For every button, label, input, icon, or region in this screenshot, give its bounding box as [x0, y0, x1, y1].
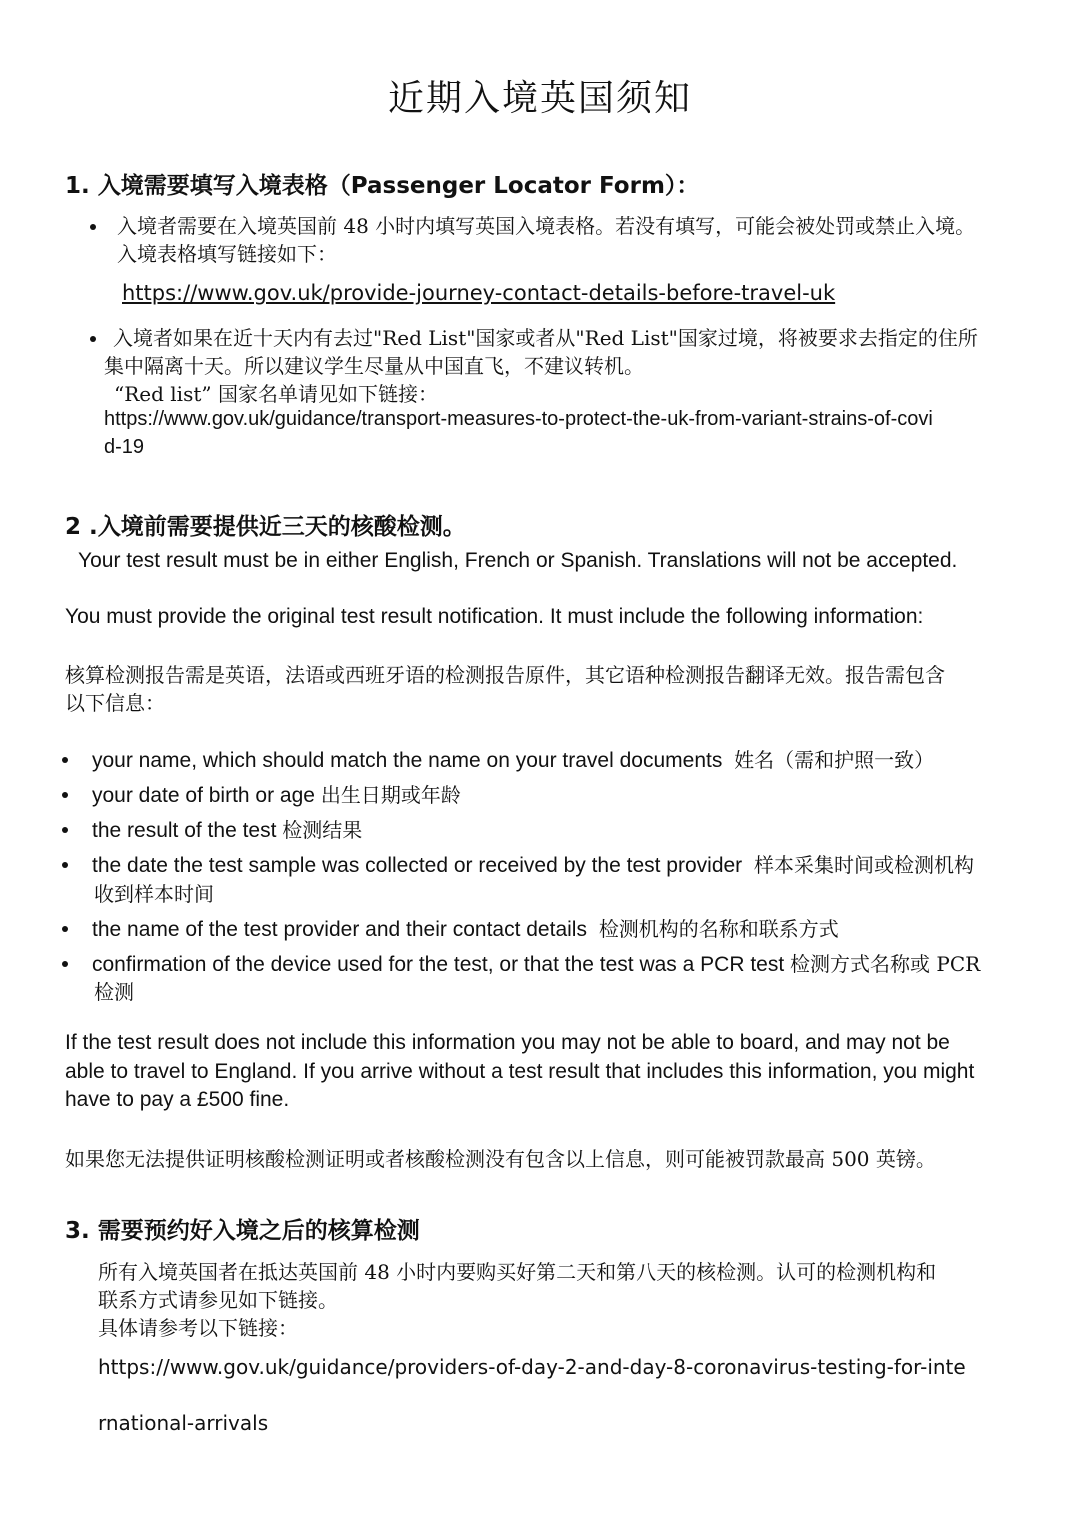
section-1-bullet-2-line-1: 入境者如果在近十天内有去过"Red List"国家或者从"Red List"国家过境，将被要求去指定的住所: [113, 326, 978, 350]
list-item: [92, 779, 461, 808]
list-item-cn: 出生日期或年龄: [320, 783, 461, 807]
list-item: [92, 814, 362, 843]
list-item-cn: 样本采集时间或检测机构: [754, 853, 975, 877]
list-item: [92, 744, 934, 773]
section-2-cn-note-line-2: 以下信息：: [65, 691, 165, 715]
list-item-cn: 检测结果: [282, 818, 363, 842]
bullet-dot: [90, 336, 96, 342]
section-2-warning-line-1: If the test result does not include this information you may not be able to board, and may not be: [65, 1031, 950, 1054]
bullet-dot: [62, 792, 68, 798]
list-item: [92, 913, 839, 942]
testing-providers-link-line-2[interactable]: rnational-arrivals: [98, 1411, 269, 1435]
passenger-locator-form-link[interactable]: https://www.gov.uk/provide-journey-contact-details-before-travel-uk: [122, 281, 836, 305]
section-1-bullet-2-line-3: “Red list” 国家名单请见如下链接：: [114, 382, 438, 406]
list-item-en: the name of the test provider and their contact details: [92, 918, 587, 941]
bullet-dot: [62, 757, 68, 763]
list-item-en: the result of the test: [92, 819, 277, 842]
section-1-bullet-2-line-2: 集中隔离十天。所以建议学生尽量从中国直飞，不建议转机。: [104, 354, 644, 378]
bullet-dot: [62, 827, 68, 833]
section-2-requirement-note: You must provide the original test result notification. It must include the following information:: [65, 605, 924, 628]
section-2-heading: 2 .入境前需要提供近三天的核酸检测。: [65, 514, 466, 540]
list-item-en: the date the test sample was collected or received by the test provider: [92, 854, 743, 877]
section-2-warning-line-3: have to pay a £500 fine.: [65, 1088, 290, 1111]
red-list-link-line-2[interactable]: d-19: [104, 436, 145, 458]
list-item-continuation: 收到样本时间: [94, 882, 214, 906]
section-1-heading: 1. 入境需要填写入境表格（Passenger Locator Form）：: [65, 173, 700, 199]
list-item: [92, 849, 974, 878]
testing-providers-link-line-1[interactable]: https://www.gov.uk/guidance/providers-of-day-2-and-day-8-coronavirus-testing-for-inte: [98, 1355, 966, 1379]
list-item-cn: 检测方式名称或 PCR: [790, 952, 981, 976]
bullet-dot: [62, 926, 68, 932]
bullet-dot: [90, 224, 96, 230]
list-item-en: your date of birth or age: [92, 784, 315, 807]
list-item: [92, 948, 980, 977]
section-2-language-note: Your test result must be in either English, French or Spanish. Translations will not be accepted.: [78, 549, 958, 572]
section-2-cn-warning: 如果您无法提供证明核酸检测证明或者核酸检测没有包含以上信息，则可能被罚款最高 500 英镑。: [65, 1147, 936, 1171]
bullet-dot: [62, 961, 68, 967]
section-2-warning-line-2: able to travel to England. If you arrive without a test result that includes this information, you might: [65, 1060, 975, 1083]
page-title: 近期入境英国须知: [387, 78, 692, 119]
list-item-en: your name, which should match the name on your travel documents: [92, 749, 723, 772]
list-item-cn: 姓名（需和护照一致）: [734, 748, 935, 772]
list-item-cn: 检测机构的名称和联系方式: [598, 917, 839, 941]
section-2-cn-note-line-1: 核算检测报告需是英语，法语或西班牙语的检测报告原件，其它语种检测报告翻译无效。报告需包含: [65, 663, 945, 687]
section-1-bullet-1-line-2: 入境表格填写链接如下：: [117, 242, 337, 266]
section-1-bullet-1-line-1: 入境者需要在入境英国前 48 小时内填写英国入境表格。若没有填写，可能会被处罚或禁止入境。: [117, 214, 976, 238]
section-3-line-3: 具体请参考以下链接：: [98, 1316, 298, 1340]
list-item-continuation: 检测: [94, 980, 134, 1004]
section-3-line-2: 联系方式请参见如下链接。: [98, 1288, 338, 1312]
list-item-en: confirmation of the device used for the test, or that the test was a PCR test: [92, 953, 785, 976]
bullet-dot: [62, 862, 68, 868]
red-list-link-line-1[interactable]: https://www.gov.uk/guidance/transport-measures-to-protect-the-uk-from-variant-strains-of-covi: [104, 408, 933, 430]
section-3-line-1: 所有入境英国者在抵达英国前 48 小时内要购买好第二天和第八天的核检测。认可的检测机构和: [98, 1260, 937, 1284]
section-3-heading: 3. 需要预约好入境之后的核算检测: [65, 1218, 420, 1244]
